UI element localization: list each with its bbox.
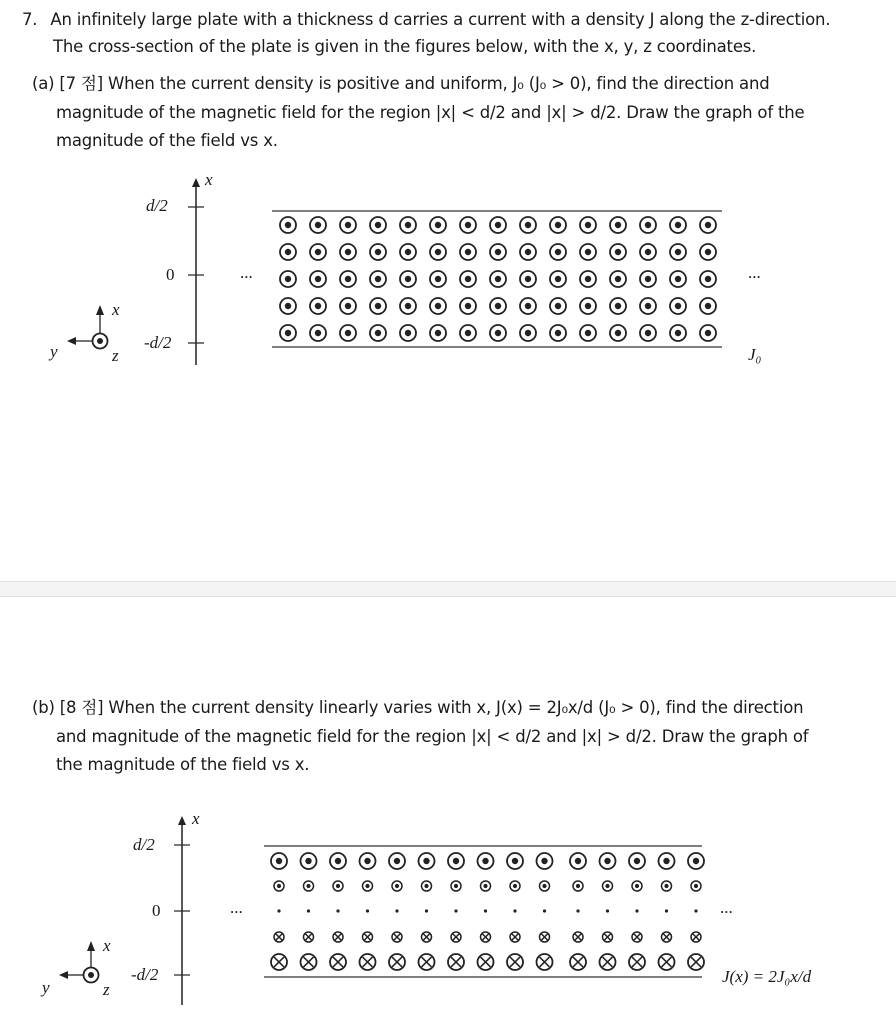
problem-number: 7. xyxy=(22,10,38,29)
current-out-icon xyxy=(520,244,536,260)
current-out-icon xyxy=(430,325,446,341)
current-out-icon xyxy=(370,217,386,233)
current-in-small-icon xyxy=(481,932,491,942)
current-out-icon xyxy=(280,244,296,260)
current-in-icon xyxy=(507,954,523,970)
current-out-icon xyxy=(430,244,446,260)
current-out-icon xyxy=(550,298,566,314)
current-in-small-icon xyxy=(573,932,583,942)
current-in-small-icon xyxy=(274,932,284,942)
current-out-icon xyxy=(688,853,704,869)
current-out-icon xyxy=(460,325,476,341)
part-b-line-2: and magnitude of the magnetic field for the region |x| < d/2 and |x| > d/2. Draw the graph of xyxy=(56,727,809,746)
ellipsis-right: ... xyxy=(748,263,761,282)
current-out-icon xyxy=(670,298,686,314)
current-in-small-icon xyxy=(691,932,701,942)
current-out-small-icon xyxy=(333,881,343,891)
current-out-icon xyxy=(670,325,686,341)
current-in-small-icon xyxy=(632,932,642,942)
part-a-line-1: (a) [7 점] When the current density is positive and uniform, J₀ (J₀ > 0), find the direction and xyxy=(32,74,770,93)
current-out-icon xyxy=(640,244,656,260)
current-out-icon xyxy=(389,853,405,869)
current-out-icon xyxy=(460,244,476,260)
tick-label-top: d/2 xyxy=(133,835,155,854)
current-out-icon xyxy=(537,853,553,869)
current-out-icon xyxy=(550,244,566,260)
figure-a-canvas xyxy=(0,165,896,385)
zero-current-dot-icon xyxy=(665,909,668,912)
current-out-icon xyxy=(310,298,326,314)
zero-current-dot-icon xyxy=(484,909,487,912)
zero-current-dot-icon xyxy=(606,909,609,912)
current-out-icon xyxy=(610,244,626,260)
current-in-small-icon xyxy=(392,932,402,942)
current-out-icon xyxy=(580,271,596,287)
current-out-icon xyxy=(280,271,296,287)
current-out-icon xyxy=(610,298,626,314)
current-out-icon xyxy=(550,325,566,341)
current-out-icon xyxy=(700,271,716,287)
current-grid xyxy=(271,853,704,970)
axis-arrow-icon xyxy=(192,178,200,187)
part-a-line-3: magnitude of the field vs x. xyxy=(56,131,278,150)
current-out-icon xyxy=(340,244,356,260)
section-divider xyxy=(0,581,896,597)
zero-current-dot-icon xyxy=(366,909,369,912)
current-out-icon xyxy=(310,325,326,341)
current-out-small-icon xyxy=(632,881,642,891)
current-in-small-icon xyxy=(333,932,343,942)
current-out-icon xyxy=(550,271,566,287)
current-in-small-icon xyxy=(304,932,314,942)
tick-label-mid: 0 xyxy=(166,265,175,284)
intro-line-1: An infinitely large plate with a thickness d carries a current with a density J along the z-direction. xyxy=(50,10,831,29)
current-out-icon xyxy=(507,853,523,869)
current-out-icon xyxy=(490,325,506,341)
current-out-icon xyxy=(370,298,386,314)
current-out-icon xyxy=(370,244,386,260)
current-in-icon xyxy=(478,954,494,970)
current-out-icon xyxy=(400,325,416,341)
triad-x-label: x xyxy=(103,936,111,955)
current-out-icon xyxy=(600,853,616,869)
current-out-small-icon xyxy=(662,881,672,891)
current-out-icon xyxy=(490,217,506,233)
current-out-icon xyxy=(670,217,686,233)
current-in-icon xyxy=(301,954,317,970)
current-out-icon xyxy=(490,271,506,287)
current-out-small-icon xyxy=(274,881,284,891)
current-out-icon xyxy=(580,298,596,314)
current-out-icon xyxy=(271,853,287,869)
current-in-icon xyxy=(688,954,704,970)
current-out-icon xyxy=(360,853,376,869)
current-out-icon xyxy=(370,271,386,287)
current-in-small-icon xyxy=(451,932,461,942)
zero-current-dot-icon xyxy=(454,909,457,912)
zero-current-dot-icon xyxy=(543,909,546,912)
current-out-icon xyxy=(610,271,626,287)
axis-x-label: x xyxy=(205,170,213,189)
current-out-icon xyxy=(520,298,536,314)
current-out-icon xyxy=(400,244,416,260)
current-out-icon xyxy=(520,271,536,287)
tick-label-mid: 0 xyxy=(152,901,161,920)
part-b-line-1: (b) [8 점] When the current density linearly varies with x, J(x) = 2J₀x/d (J₀ > 0), find the direction xyxy=(32,698,804,717)
current-out-icon xyxy=(520,217,536,233)
current-out-small-icon xyxy=(392,881,402,891)
triad-y-label: y xyxy=(42,978,50,997)
current-out-icon xyxy=(301,853,317,869)
current-out-small-icon xyxy=(422,881,432,891)
tick-label-bottom: -d/2 xyxy=(131,965,159,984)
ellipsis-right: ... xyxy=(720,898,733,917)
coordinate-triad xyxy=(48,300,120,365)
current-out-icon xyxy=(400,271,416,287)
current-out-icon xyxy=(400,298,416,314)
current-out-small-icon xyxy=(540,881,550,891)
current-in-icon xyxy=(600,954,616,970)
triad-x-arrow-icon xyxy=(96,305,104,315)
current-out-icon xyxy=(460,217,476,233)
current-out-icon xyxy=(670,271,686,287)
current-out-small-icon xyxy=(363,881,373,891)
current-out-icon xyxy=(430,298,446,314)
zero-current-dot-icon xyxy=(425,909,428,912)
zero-current-dot-icon xyxy=(336,909,339,912)
current-out-small-icon xyxy=(691,881,701,891)
current-out-icon xyxy=(340,298,356,314)
current-out-icon xyxy=(670,244,686,260)
current-out-icon xyxy=(460,271,476,287)
current-density-label: J(x) = 2J₀x/d xyxy=(722,967,812,986)
part-b-text xyxy=(32,692,808,779)
zero-current-dot-icon xyxy=(576,909,579,912)
current-in-small-icon xyxy=(363,932,373,942)
ellipsis-left: ... xyxy=(230,898,243,917)
ellipsis-left: ... xyxy=(240,263,253,282)
zero-current-dot-icon xyxy=(277,909,280,912)
current-out-icon xyxy=(490,298,506,314)
current-out-small-icon xyxy=(304,881,314,891)
current-out-icon xyxy=(629,853,645,869)
current-in-icon xyxy=(570,954,586,970)
current-out-icon xyxy=(330,853,346,869)
current-in-small-icon xyxy=(662,932,672,942)
current-out-icon xyxy=(280,298,296,314)
current-out-icon xyxy=(580,244,596,260)
current-out-icon xyxy=(419,853,435,869)
current-out-icon xyxy=(610,325,626,341)
zero-current-dot-icon xyxy=(694,909,697,912)
current-out-small-icon xyxy=(481,881,491,891)
current-in-icon xyxy=(537,954,553,970)
current-in-small-icon xyxy=(603,932,613,942)
zero-current-dot-icon xyxy=(635,909,638,912)
current-out-icon xyxy=(659,853,675,869)
current-out-icon xyxy=(640,217,656,233)
current-in-icon xyxy=(330,954,346,970)
triad-y-label: y xyxy=(50,342,58,361)
current-out-icon xyxy=(700,217,716,233)
current-in-icon xyxy=(448,954,464,970)
triad-y-arrow-icon xyxy=(67,337,76,345)
part-b-line-3: the magnitude of the field vs x. xyxy=(56,755,310,774)
current-in-icon xyxy=(659,954,675,970)
current-in-icon xyxy=(389,954,405,970)
current-out-icon xyxy=(570,853,586,869)
current-out-icon xyxy=(640,271,656,287)
figure-a xyxy=(0,165,896,385)
triad-x-label: x xyxy=(112,300,120,319)
current-out-icon xyxy=(478,853,494,869)
current-in-small-icon xyxy=(510,932,520,942)
current-out-small-icon xyxy=(573,881,583,891)
axis-x-label: x xyxy=(192,809,200,828)
current-out-icon xyxy=(580,325,596,341)
current-out-icon xyxy=(610,217,626,233)
current-out-icon xyxy=(400,217,416,233)
current-out-small-icon xyxy=(451,881,461,891)
current-out-icon xyxy=(340,217,356,233)
current-out-icon xyxy=(280,217,296,233)
current-out-icon xyxy=(640,298,656,314)
current-out-icon xyxy=(310,217,326,233)
current-out-icon xyxy=(700,325,716,341)
current-in-small-icon xyxy=(540,932,550,942)
current-out-icon xyxy=(340,271,356,287)
current-in-icon xyxy=(629,954,645,970)
axis-arrow-icon xyxy=(178,816,186,825)
zero-current-dot-icon xyxy=(395,909,398,912)
current-density-label: J₀ xyxy=(748,345,762,364)
part-a-line-2: magnitude of the magnetic field for the region |x| < d/2 and |x| > d/2. Draw the graph of the xyxy=(56,103,805,122)
current-out-icon xyxy=(460,298,476,314)
problem-intro xyxy=(22,6,830,60)
current-out-icon xyxy=(580,217,596,233)
current-out-icon xyxy=(370,325,386,341)
current-in-icon xyxy=(271,954,287,970)
zero-current-dot-icon xyxy=(513,909,516,912)
current-out-small-icon xyxy=(603,881,613,891)
current-out-icon xyxy=(280,325,296,341)
tick-label-top: d/2 xyxy=(146,196,168,215)
triad-z-label: z xyxy=(103,980,110,999)
figure-b-canvas xyxy=(0,805,896,1020)
current-in-small-icon xyxy=(422,932,432,942)
current-out-small-icon xyxy=(510,881,520,891)
current-out-icon xyxy=(490,244,506,260)
current-out-icon xyxy=(430,271,446,287)
current-out-icon xyxy=(340,325,356,341)
current-in-icon xyxy=(419,954,435,970)
current-grid xyxy=(280,217,716,341)
triad-z-label: z xyxy=(112,346,119,365)
current-out-icon xyxy=(700,298,716,314)
current-out-icon xyxy=(310,271,326,287)
current-out-icon xyxy=(640,325,656,341)
coordinate-triad xyxy=(40,936,111,999)
current-out-icon xyxy=(700,244,716,260)
zero-current-dot-icon xyxy=(307,909,310,912)
part-a-text xyxy=(32,68,804,155)
intro-line-2: The cross-section of the plate is given in the figures below, with the x, y, z coordinates. xyxy=(53,37,757,56)
tick-label-bottom: -d/2 xyxy=(144,333,172,352)
triad-x-arrow-icon xyxy=(87,941,95,951)
current-in-icon xyxy=(360,954,376,970)
current-out-icon xyxy=(310,244,326,260)
current-out-icon xyxy=(430,217,446,233)
current-out-icon xyxy=(520,325,536,341)
current-out-icon xyxy=(550,217,566,233)
current-out-icon xyxy=(448,853,464,869)
figure-b xyxy=(0,805,896,1020)
triad-y-arrow-icon xyxy=(59,971,68,979)
